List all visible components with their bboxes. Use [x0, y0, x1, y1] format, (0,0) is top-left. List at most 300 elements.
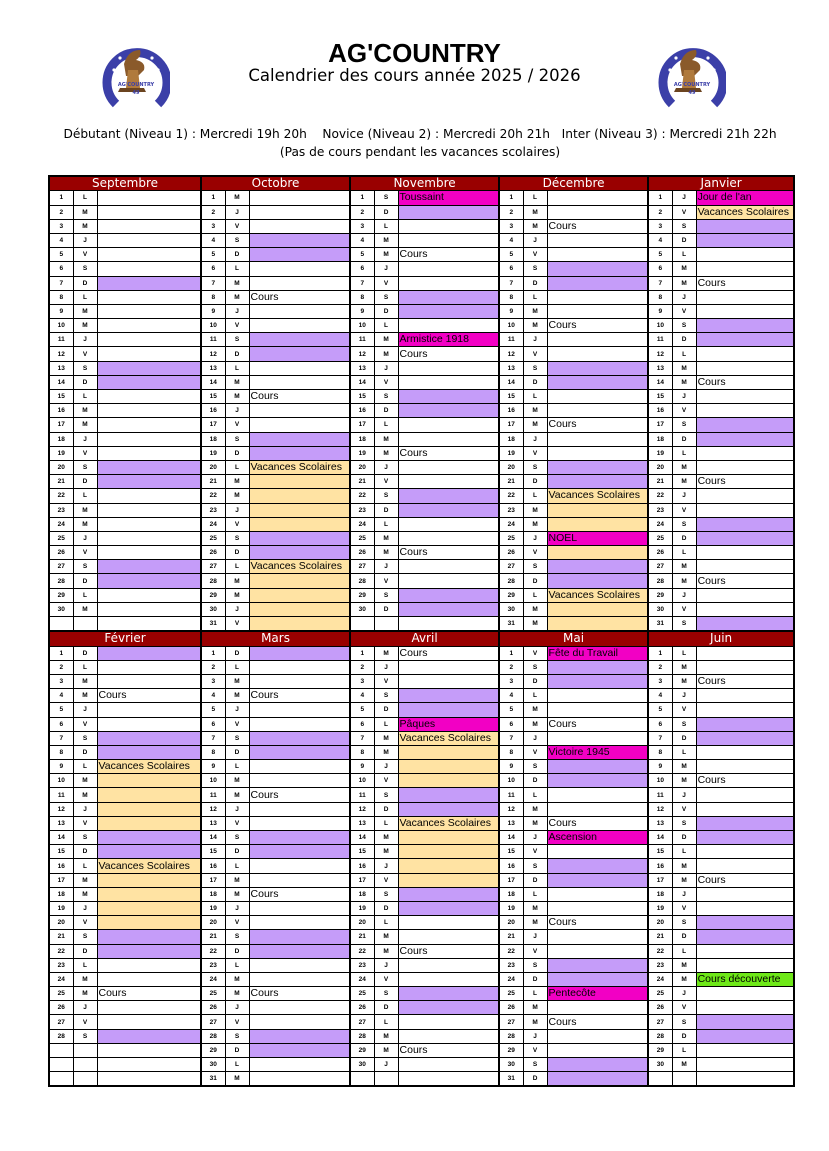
- day-event: [249, 446, 350, 460]
- day-event: [398, 588, 499, 602]
- day-event: [547, 602, 648, 616]
- month-header: Novembre: [350, 176, 499, 191]
- day-event: Cours: [696, 375, 794, 389]
- day-event: [398, 660, 499, 674]
- day-number: 28: [499, 1029, 523, 1043]
- day-event: [696, 831, 794, 845]
- day-number: 12: [499, 347, 523, 361]
- day-number: 30: [499, 1058, 523, 1072]
- day-number: 1: [201, 646, 225, 660]
- weekday-letter: L: [523, 887, 547, 901]
- table-row: [49, 873, 794, 887]
- day-event: [398, 901, 499, 915]
- day-event: [97, 774, 201, 788]
- day-number: 2: [648, 205, 672, 219]
- weekday-letter: J: [523, 233, 547, 247]
- day-number: 16: [648, 859, 672, 873]
- day-event: Cours: [696, 276, 794, 290]
- day-number: 21: [49, 930, 73, 944]
- table-row: [49, 248, 794, 262]
- day-event: [97, 503, 201, 517]
- weekday-letter: L: [374, 816, 398, 830]
- day-number: 13: [648, 361, 672, 375]
- weekday-letter: V: [225, 816, 249, 830]
- day-number: 8: [499, 290, 523, 304]
- day-number: 16: [648, 404, 672, 418]
- weekday-letter: D: [523, 774, 547, 788]
- weekday-letter: M: [73, 887, 97, 901]
- weekday-letter: S: [374, 887, 398, 901]
- weekday-letter: S: [672, 1015, 696, 1029]
- day-number: 11: [648, 788, 672, 802]
- day-event: [696, 987, 794, 1001]
- day-number: 14: [350, 375, 374, 389]
- day-event: [97, 901, 201, 915]
- day-number: 8: [49, 290, 73, 304]
- weekday-letter: S: [523, 660, 547, 674]
- weekday-letter: M: [672, 1058, 696, 1072]
- weekday-letter: J: [523, 531, 547, 545]
- day-event: [97, 375, 201, 389]
- weekday-letter: D: [672, 531, 696, 545]
- weekday-letter: L: [73, 489, 97, 503]
- weekday-letter: S: [374, 390, 398, 404]
- day-event: [696, 703, 794, 717]
- day-number: 20: [648, 460, 672, 474]
- day-number: 3: [201, 674, 225, 688]
- weekday-letter: V: [672, 205, 696, 219]
- day-number: [648, 1072, 672, 1087]
- day-event: [249, 1043, 350, 1057]
- day-event: [696, 901, 794, 915]
- weekday-letter: D: [523, 375, 547, 389]
- day-event: [696, 248, 794, 262]
- day-event: [696, 1072, 794, 1087]
- day-number: 18: [49, 887, 73, 901]
- day-number: 15: [201, 845, 225, 859]
- day-number: 13: [350, 816, 374, 830]
- day-event: [398, 1001, 499, 1015]
- table-row: [49, 760, 794, 774]
- day-event: [547, 774, 648, 788]
- day-number: 19: [201, 446, 225, 460]
- weekday-letter: L: [73, 191, 97, 205]
- weekday-letter: J: [523, 731, 547, 745]
- weekday-letter: J: [225, 1001, 249, 1015]
- table-row: [49, 916, 794, 930]
- day-number: 26: [201, 546, 225, 560]
- day-event: Vacances Scolaires: [696, 205, 794, 219]
- day-number: 2: [49, 660, 73, 674]
- day-event: [97, 930, 201, 944]
- day-number: [350, 617, 374, 632]
- weekday-letter: M: [225, 972, 249, 986]
- day-event: Cours: [547, 1015, 648, 1029]
- day-event: [398, 531, 499, 545]
- day-number: 17: [499, 873, 523, 887]
- day-number: 1: [648, 646, 672, 660]
- day-number: 17: [648, 873, 672, 887]
- weekday-letter: M: [523, 219, 547, 233]
- day-number: 6: [648, 717, 672, 731]
- day-number: 16: [499, 859, 523, 873]
- day-event: [696, 446, 794, 460]
- day-number: 12: [499, 802, 523, 816]
- weekday-letter: L: [672, 248, 696, 262]
- weekday-letter: V: [225, 617, 249, 632]
- day-event: [696, 304, 794, 318]
- table-row: [49, 745, 794, 759]
- day-event: [547, 901, 648, 915]
- day-number: 24: [350, 517, 374, 531]
- day-number: 4: [49, 233, 73, 247]
- weekday-letter: L: [225, 361, 249, 375]
- weekday-letter: V: [73, 347, 97, 361]
- svg-text:AG'COUNTRY: AG'COUNTRY: [673, 82, 711, 88]
- day-event: [696, 1001, 794, 1015]
- table-row: [49, 276, 794, 290]
- day-number: 7: [201, 276, 225, 290]
- day-event: Cours découverte: [696, 972, 794, 986]
- weekday-letter: J: [672, 987, 696, 1001]
- weekday-letter: M: [73, 788, 97, 802]
- day-event: [696, 404, 794, 418]
- table-row: [49, 191, 794, 205]
- weekday-letter: D: [523, 276, 547, 290]
- day-number: 21: [350, 475, 374, 489]
- day-number: 5: [201, 248, 225, 262]
- day-event: [249, 517, 350, 531]
- day-number: 16: [350, 859, 374, 873]
- day-event: [97, 574, 201, 588]
- day-event: [398, 1072, 499, 1087]
- weekday-letter: J: [225, 901, 249, 915]
- day-event: [696, 944, 794, 958]
- table-row: [49, 432, 794, 446]
- day-event: [696, 361, 794, 375]
- day-number: 10: [499, 774, 523, 788]
- day-event: [249, 361, 350, 375]
- day-number: 28: [49, 1029, 73, 1043]
- weekday-letter: L: [374, 717, 398, 731]
- weekday-letter: L: [374, 319, 398, 333]
- day-event: Vacances Scolaires: [97, 859, 201, 873]
- day-event: [398, 689, 499, 703]
- day-number: 16: [350, 404, 374, 418]
- day-event: [547, 788, 648, 802]
- day-number: 20: [201, 460, 225, 474]
- weekday-letter: L: [225, 760, 249, 774]
- day-number: 9: [49, 304, 73, 318]
- day-event: [249, 859, 350, 873]
- day-number: 12: [201, 347, 225, 361]
- weekday-letter: J: [672, 290, 696, 304]
- day-number: 11: [201, 333, 225, 347]
- day-event: Cours: [97, 689, 201, 703]
- day-number: 1: [49, 191, 73, 205]
- table-row: [49, 503, 794, 517]
- day-number: 21: [648, 930, 672, 944]
- day-number: 20: [350, 460, 374, 474]
- day-event: [97, 460, 201, 474]
- day-event: [97, 446, 201, 460]
- weekday-letter: S: [225, 432, 249, 446]
- day-number: 26: [350, 546, 374, 560]
- weekday-letter: M: [374, 233, 398, 247]
- day-number: [49, 1043, 73, 1057]
- day-number: 26: [201, 1001, 225, 1015]
- weekday-letter: J: [374, 859, 398, 873]
- weekday-letter: S: [374, 588, 398, 602]
- day-event: [696, 418, 794, 432]
- day-event: [249, 1072, 350, 1087]
- weekday-letter: L: [523, 191, 547, 205]
- weekday-letter: M: [374, 1043, 398, 1057]
- month-header: Octobre: [201, 176, 350, 191]
- weekday-letter: V: [672, 1001, 696, 1015]
- day-number: 8: [499, 745, 523, 759]
- day-event: Cours: [547, 319, 648, 333]
- day-event: [398, 887, 499, 901]
- day-number: 22: [201, 944, 225, 958]
- table-row: [49, 546, 794, 560]
- weekday-letter: V: [225, 219, 249, 233]
- day-number: 5: [499, 703, 523, 717]
- day-event: [97, 588, 201, 602]
- day-event: [547, 574, 648, 588]
- weekday-letter: S: [225, 233, 249, 247]
- weekday-letter: V: [523, 546, 547, 560]
- weekday-letter: M: [672, 958, 696, 972]
- weekday-letter: D: [523, 1072, 547, 1087]
- day-event: [547, 1029, 648, 1043]
- day-number: 24: [499, 517, 523, 531]
- day-event: Pâques: [398, 717, 499, 731]
- day-event: [97, 802, 201, 816]
- weekday-letter: D: [225, 546, 249, 560]
- day-event: [398, 233, 499, 247]
- day-event: [97, 617, 201, 632]
- weekday-letter: V: [374, 276, 398, 290]
- day-event: [97, 1072, 201, 1087]
- day-number: 19: [499, 446, 523, 460]
- day-event: [398, 475, 499, 489]
- day-number: 28: [201, 574, 225, 588]
- day-number: 30: [350, 602, 374, 616]
- weekday-letter: D: [374, 205, 398, 219]
- weekday-letter: D: [225, 1043, 249, 1057]
- day-event: [696, 319, 794, 333]
- weekday-letter: J: [225, 602, 249, 616]
- day-event: [249, 703, 350, 717]
- day-event: [249, 845, 350, 859]
- weekday-letter: L: [374, 517, 398, 531]
- month-header: Mars: [201, 631, 350, 646]
- day-event: [97, 873, 201, 887]
- day-event: Cours: [398, 646, 499, 660]
- weekday-letter: M: [672, 972, 696, 986]
- weekday-letter: L: [73, 588, 97, 602]
- day-event: [97, 958, 201, 972]
- weekday-letter: V: [73, 1015, 97, 1029]
- weekday-letter: D: [672, 233, 696, 247]
- table-row: [49, 845, 794, 859]
- day-event: NOEL: [547, 531, 648, 545]
- day-number: 20: [49, 916, 73, 930]
- day-number: 21: [499, 475, 523, 489]
- month-header-row: [49, 631, 794, 646]
- weekday-letter: V: [523, 248, 547, 262]
- day-event: [547, 930, 648, 944]
- day-number: 15: [350, 390, 374, 404]
- day-event: [696, 233, 794, 247]
- day-number: 3: [648, 219, 672, 233]
- weekday-letter: V: [523, 1043, 547, 1057]
- day-event: [398, 788, 499, 802]
- day-event: Vacances Scolaires: [249, 460, 350, 474]
- weekday-letter: J: [225, 802, 249, 816]
- weekday-letter: L: [672, 446, 696, 460]
- weekday-letter: M: [672, 560, 696, 574]
- day-number: 27: [49, 560, 73, 574]
- weekday-letter: S: [73, 262, 97, 276]
- day-event: [97, 745, 201, 759]
- day-number: 6: [49, 717, 73, 731]
- day-number: 13: [499, 361, 523, 375]
- weekday-letter: L: [523, 588, 547, 602]
- day-number: 4: [201, 233, 225, 247]
- day-number: 18: [350, 887, 374, 901]
- day-event: [547, 191, 648, 205]
- day-number: 1: [499, 191, 523, 205]
- weekday-letter: M: [523, 816, 547, 830]
- day-event: [547, 802, 648, 816]
- day-event: [249, 930, 350, 944]
- day-event: [249, 831, 350, 845]
- day-event: Cours: [547, 418, 648, 432]
- day-number: 29: [201, 1043, 225, 1057]
- day-event: [398, 774, 499, 788]
- month-header-row: [49, 176, 794, 191]
- day-event: [97, 1015, 201, 1029]
- day-event: [249, 191, 350, 205]
- weekday-letter: J: [73, 233, 97, 247]
- table-row: [49, 219, 794, 233]
- day-event: [547, 1058, 648, 1072]
- weekday-letter: M: [672, 460, 696, 474]
- weekday-letter: S: [672, 219, 696, 233]
- day-event: [249, 901, 350, 915]
- weekday-letter: V: [225, 517, 249, 531]
- day-event: [97, 290, 201, 304]
- day-event: [249, 1058, 350, 1072]
- day-event: [696, 859, 794, 873]
- day-number: 1: [499, 646, 523, 660]
- weekday-letter: V: [73, 717, 97, 731]
- day-event: [97, 432, 201, 446]
- day-event: [547, 347, 648, 361]
- day-event: [97, 304, 201, 318]
- day-event: [547, 248, 648, 262]
- weekday-letter: J: [523, 831, 547, 845]
- day-event: [696, 958, 794, 972]
- day-event: [696, 290, 794, 304]
- weekday-letter: S: [523, 460, 547, 474]
- month-header: Décembre: [499, 176, 648, 191]
- weekday-letter: V: [73, 446, 97, 460]
- day-number: 2: [49, 205, 73, 219]
- day-event: [249, 816, 350, 830]
- table-row: [49, 602, 794, 616]
- day-number: 27: [499, 560, 523, 574]
- day-number: 13: [499, 816, 523, 830]
- day-number: 17: [499, 418, 523, 432]
- weekday-letter: J: [73, 802, 97, 816]
- weekday-letter: J: [225, 205, 249, 219]
- weekday-letter: V: [374, 674, 398, 688]
- day-number: 17: [201, 418, 225, 432]
- day-event: [249, 574, 350, 588]
- weekday-letter: M: [523, 717, 547, 731]
- day-number: 13: [201, 816, 225, 830]
- day-number: 2: [201, 660, 225, 674]
- day-event: [249, 248, 350, 262]
- weekday-letter: M: [523, 1001, 547, 1015]
- day-number: 9: [350, 760, 374, 774]
- weekday-letter: D: [523, 972, 547, 986]
- month-header: Janvier: [648, 176, 794, 191]
- day-event: [97, 319, 201, 333]
- table-row: [49, 887, 794, 901]
- day-event: [97, 531, 201, 545]
- day-event: [547, 731, 648, 745]
- day-number: 7: [201, 731, 225, 745]
- weekday-letter: M: [225, 987, 249, 1001]
- weekday-letter: M: [672, 375, 696, 389]
- weekday-letter: [73, 1072, 97, 1087]
- weekday-letter: M: [374, 845, 398, 859]
- weekday-letter: L: [374, 418, 398, 432]
- day-number: 11: [201, 788, 225, 802]
- day-number: 29: [201, 588, 225, 602]
- weekday-letter: L: [374, 1015, 398, 1029]
- day-number: 6: [350, 262, 374, 276]
- day-event: [547, 660, 648, 674]
- day-event: [249, 418, 350, 432]
- day-number: 10: [49, 774, 73, 788]
- day-number: 27: [201, 560, 225, 574]
- weekday-letter: S: [672, 319, 696, 333]
- day-event: [249, 972, 350, 986]
- day-number: 15: [648, 845, 672, 859]
- table-row: [49, 290, 794, 304]
- day-number: 8: [350, 290, 374, 304]
- day-event: [249, 503, 350, 517]
- day-event: [97, 660, 201, 674]
- weekday-letter: M: [672, 475, 696, 489]
- day-event: [97, 944, 201, 958]
- table-row: [49, 703, 794, 717]
- day-number: 15: [648, 390, 672, 404]
- weekday-letter: L: [73, 958, 97, 972]
- weekday-letter: S: [73, 560, 97, 574]
- weekday-letter: D: [374, 404, 398, 418]
- day-number: 17: [49, 873, 73, 887]
- day-event: [97, 489, 201, 503]
- day-event: [398, 418, 499, 432]
- day-event: [398, 972, 499, 986]
- day-number: 9: [350, 304, 374, 318]
